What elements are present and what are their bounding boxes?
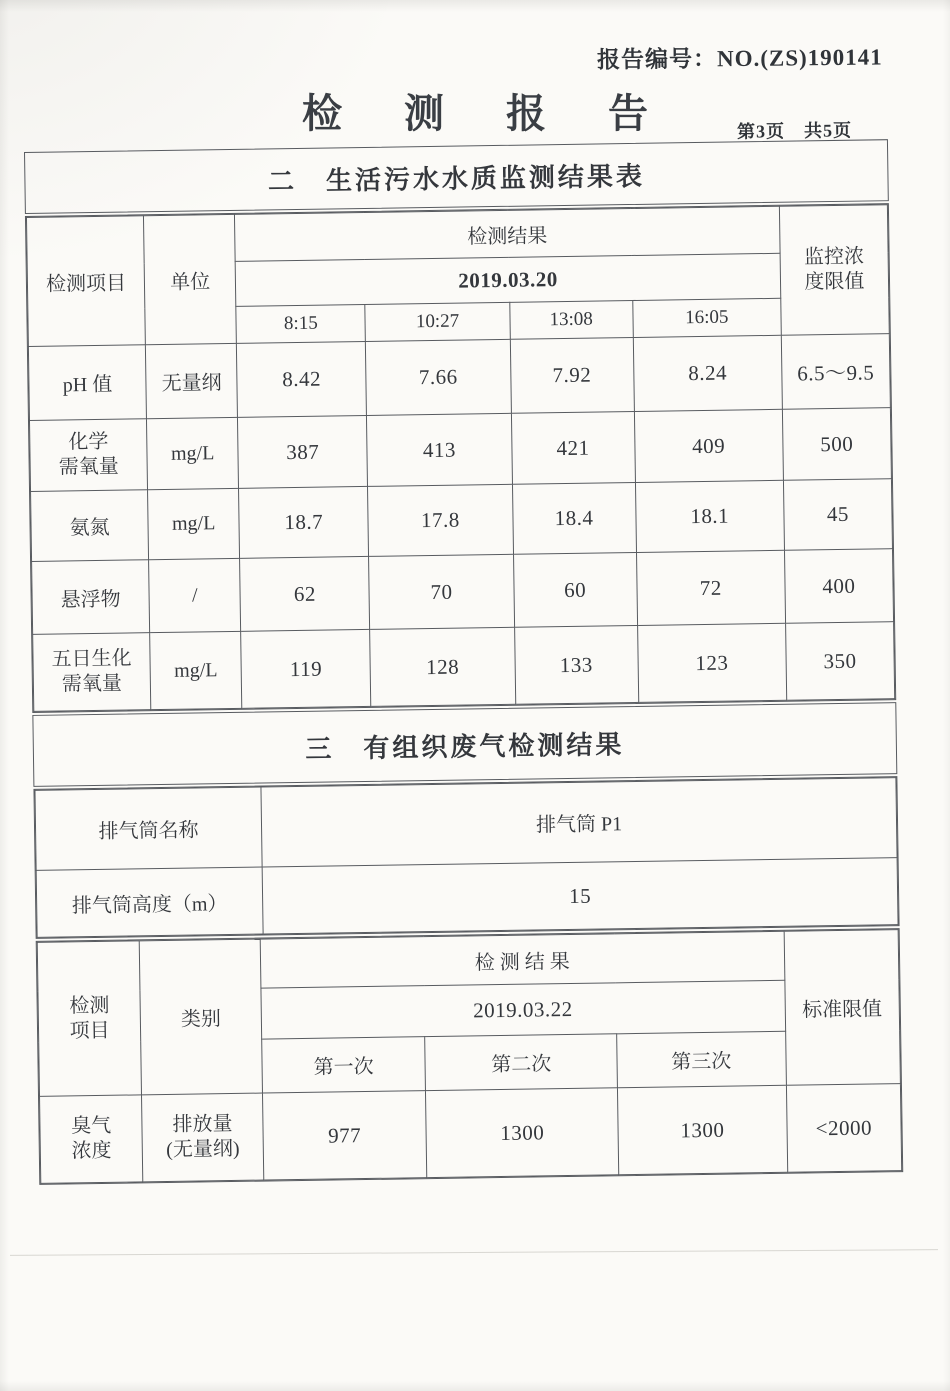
gas-results-table xyxy=(36,928,904,1185)
item-unit: mg/L xyxy=(148,488,240,559)
table-row xyxy=(31,479,893,562)
stack-height-value: 15 xyxy=(262,858,898,934)
col-header-item: 检测项目 xyxy=(26,216,145,347)
col-header-category: 类别 xyxy=(140,939,263,1095)
sampling-time-2: 10:27 xyxy=(365,302,510,341)
table-row xyxy=(40,1084,902,1184)
run-3-header: 第三次 xyxy=(617,1031,786,1087)
result-value: 18.1 xyxy=(635,480,784,552)
item-unit: / xyxy=(149,558,241,632)
col-header-limit: 监控浓 度限值 xyxy=(779,205,889,336)
result-value: 18.4 xyxy=(512,482,636,554)
limit-value: 400 xyxy=(784,549,893,624)
item-name: 化学 需氧量 xyxy=(29,419,147,492)
result-value: 7.66 xyxy=(366,339,511,415)
item-name: pH 值 xyxy=(28,345,146,421)
table-row xyxy=(36,858,898,938)
result-value: 128 xyxy=(370,627,515,706)
limit-value: 350 xyxy=(785,622,894,701)
result-value: 1300 xyxy=(617,1085,787,1174)
sampling-time-4: 16:05 xyxy=(632,298,781,337)
item-name: 氨氮 xyxy=(31,490,149,562)
scan-artifact-line xyxy=(10,1249,938,1256)
section-gas-heading: 三 有组织废气检测结果 xyxy=(32,702,897,787)
result-value: 977 xyxy=(262,1091,427,1180)
report-title: 检 测 报 告 xyxy=(302,91,674,136)
sewage-results-table xyxy=(25,203,896,713)
result-value: 123 xyxy=(637,623,786,702)
col-header-item: 检测 项目 xyxy=(37,941,142,1097)
report-number: 报告编号：NO.(ZS)190141 xyxy=(596,44,883,73)
page-indicator: 第3页 共5页 xyxy=(736,120,853,142)
table-row xyxy=(33,622,895,712)
table-row xyxy=(29,408,891,492)
result-value: 70 xyxy=(369,554,514,629)
result-value: 421 xyxy=(511,411,635,484)
result-value: 18.7 xyxy=(239,486,369,558)
stack-height-label: 排气筒高度（m） xyxy=(36,867,263,937)
sampling-time-1: 8:15 xyxy=(236,304,366,343)
result-value: 72 xyxy=(636,550,785,625)
limit-value: 6.5～9.5 xyxy=(781,334,890,410)
result-value: 8.24 xyxy=(633,335,782,411)
item-unit: 无量纲 xyxy=(145,343,237,418)
col-header-result: 检测结果 xyxy=(235,206,780,261)
limit-value: <2000 xyxy=(786,1084,902,1173)
run-2-header: 第二次 xyxy=(425,1034,617,1091)
stack-name-value: 排气筒 P1 xyxy=(261,778,897,867)
result-value: 119 xyxy=(241,629,371,708)
sampling-time-3: 13:08 xyxy=(509,300,633,339)
item-unit: mg/L xyxy=(150,631,242,709)
result-value: 8.42 xyxy=(237,341,367,417)
result-value: 1300 xyxy=(426,1088,619,1178)
result-value: 133 xyxy=(514,625,638,704)
result-value: 387 xyxy=(238,415,368,488)
stack-info-table xyxy=(33,776,899,939)
result-value: 17.8 xyxy=(368,484,513,556)
item-name: 悬浮物 xyxy=(32,560,150,635)
limit-value: 45 xyxy=(783,479,892,551)
limit-value: 500 xyxy=(782,408,891,481)
result-value: 62 xyxy=(240,556,370,631)
col-header-unit: 单位 xyxy=(144,214,237,344)
result-value: 7.92 xyxy=(510,337,634,413)
result-value: 409 xyxy=(634,409,783,482)
result-value: 60 xyxy=(513,552,637,627)
col-header-limit: 标准限值 xyxy=(784,930,901,1086)
sampling-date: 2019.03.22 xyxy=(261,980,786,1039)
table-row xyxy=(35,778,897,871)
sampling-date: 2019.03.20 xyxy=(235,253,780,306)
item-unit: mg/L xyxy=(147,417,239,489)
item-category: 排放量 (无量纲) xyxy=(142,1093,264,1182)
table-row xyxy=(32,549,894,635)
item-name: 臭气 浓度 xyxy=(40,1095,144,1184)
run-1-header: 第一次 xyxy=(261,1037,425,1093)
report-body xyxy=(24,139,903,1187)
stack-name-label: 排气筒名称 xyxy=(35,787,262,870)
section-sewage-heading: 二 生活污水水质监测结果表 xyxy=(24,139,889,214)
col-header-result: 检 测 结 果 xyxy=(260,931,784,988)
table-row xyxy=(28,334,890,421)
result-value: 413 xyxy=(367,413,512,486)
item-name: 五日生化 需氧量 xyxy=(33,633,151,712)
